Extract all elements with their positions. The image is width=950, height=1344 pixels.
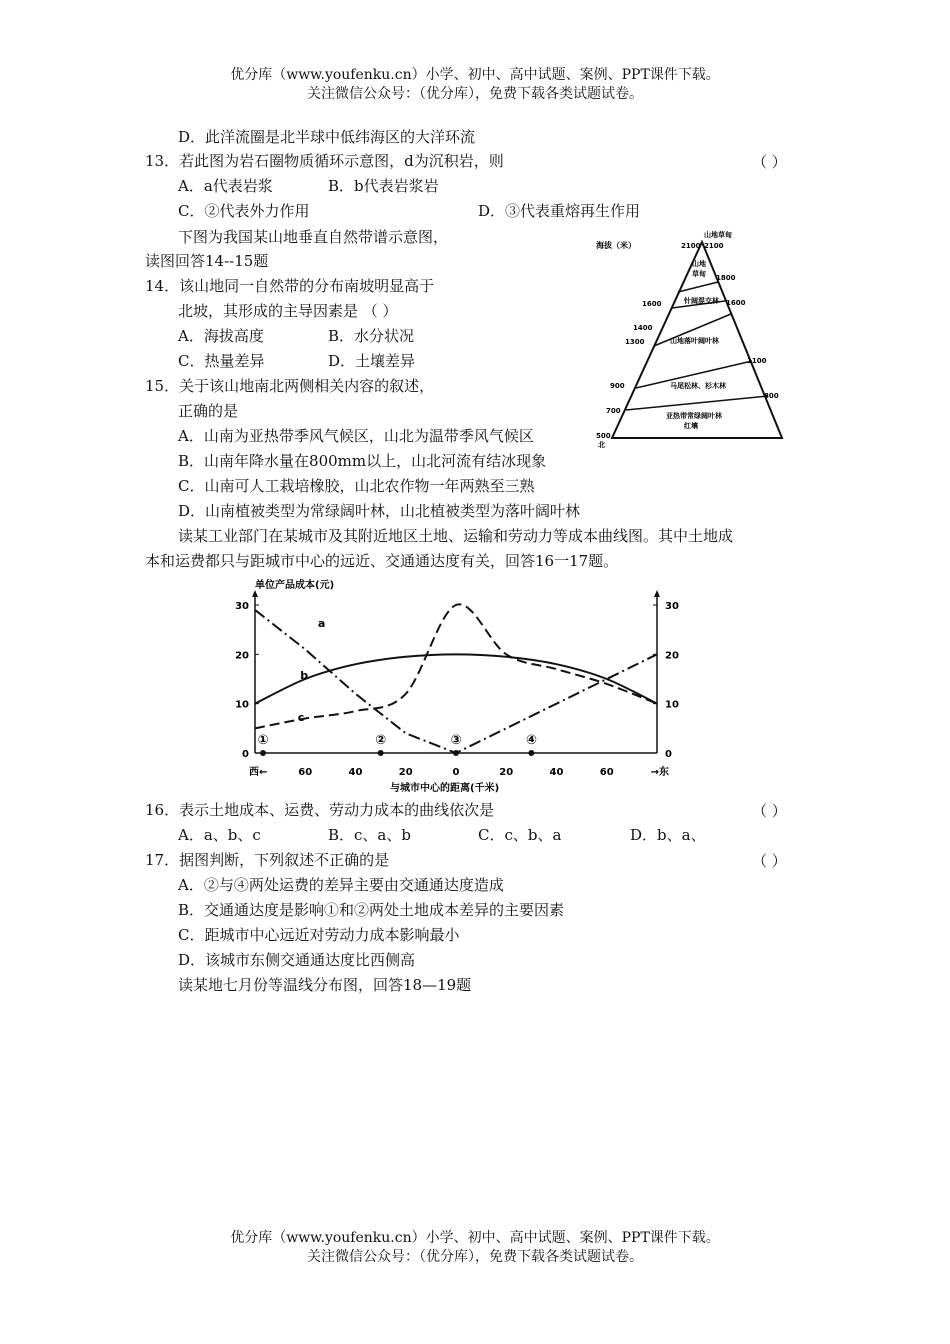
q13-stem: 13．若此图为岩石圈物质循环示意图，d为沉积岩，则: [145, 152, 504, 170]
q15-option-c: C．山南可人工栽培橡胶，山北农作物一年两熟至三熟: [178, 477, 535, 495]
intro14-line-2: 读图回答14--15题: [145, 252, 269, 270]
y-tick-label-right: 10: [665, 699, 679, 711]
y-tick-label-left: 10: [235, 699, 249, 711]
intro16-line-2: 本和运费都只与距城市中心的远近、交通通达度有关，回答16一17题。: [145, 552, 619, 570]
x-axis-title: 与城市中心的距离(千米): [390, 783, 500, 794]
q15-option-d: D．山南植被类型为常绿阔叶林，山北植被类型为落叶阔叶林: [178, 502, 581, 520]
y-axis-right-arrow: [654, 590, 660, 597]
summit-label: 山地草甸: [704, 231, 732, 239]
zone-label: 山地落叶阔叶林: [670, 337, 719, 345]
footer-line-1: 优分库（www.youfenku.cn）小学、初中、高中试题、案例、PPT课件下载。: [230, 1230, 720, 1246]
q14-stem-1: 14．该山地同一自然带的分布南坡明显高于: [145, 277, 435, 295]
q16-option-d: D．b、a、: [630, 826, 706, 844]
q17-option-d: D．该城市东侧交通通达度比西侧高: [178, 951, 416, 969]
q17-option-b: B．交通通达度是影响①和②两处土地成本差异的主要因素: [178, 901, 565, 919]
left-tick: 500: [596, 432, 611, 440]
x-tick-label: 20: [499, 767, 514, 778]
q16-option-b: B．c、a、b: [328, 826, 411, 844]
q14-option-b: B．水分状况: [328, 327, 415, 345]
right-tick: 1100: [747, 357, 767, 365]
location-point: [528, 750, 534, 756]
q16-answer-paren: （ ）: [752, 802, 787, 820]
q13-option-a: A．a代表岩浆: [178, 177, 273, 195]
zone-label: 马尾松林、杉木林: [670, 382, 726, 390]
q15-stem-1: 15．关于该山地南北两侧相关内容的叙述，: [145, 377, 435, 395]
y-axis-left-arrow: [252, 590, 258, 597]
location-point: [453, 750, 459, 756]
location-point: [260, 750, 266, 756]
y-tick-label-left: 30: [235, 601, 249, 612]
y-tick-label-left: 0: [242, 749, 249, 760]
q14-stem-2: 北坡，其形成的主导因素是 （ ）: [178, 302, 398, 320]
q12-option-d: D．此洋流圈是北半球中低纬海区的大洋环流: [178, 128, 476, 146]
q16-option-c: C．c、b、a: [478, 826, 562, 844]
q15-option-a: A．山南为亚热带季风气候区，山北为温带季风气候区: [178, 427, 534, 445]
footer-line-2: 关注微信公众号：（优分库），免费下载各类试题试卷。: [307, 1249, 643, 1265]
q17-option-c: C．距城市中心远近对劳动力成本影响最小: [178, 926, 460, 944]
right-tick: 1800: [716, 274, 736, 282]
series-c-line: [255, 604, 657, 728]
zone-label: 针阔混交林: [684, 297, 719, 305]
y-tick-label-right: 0: [665, 749, 672, 760]
location-point-label: ③: [450, 733, 462, 748]
left-tick: 1300: [625, 338, 645, 346]
right-tick: 800: [764, 392, 779, 400]
x-tick-label: 40: [348, 767, 363, 778]
q14-option-a: A．海拔高度: [178, 327, 264, 345]
q13-option-c: C．②代表外力作用: [178, 202, 310, 220]
location-point-label: ①: [257, 733, 269, 748]
location-point-label: ④: [525, 733, 537, 748]
location-point-label: ②: [375, 733, 387, 748]
q17-option-a: A．②与④两处运费的差异主要由交通通达度造成: [178, 876, 504, 894]
left-tick: 700: [606, 407, 621, 415]
cost-curve-chart: [225, 578, 705, 794]
zone-label: 亚热带常绿阔叶林: [666, 412, 722, 420]
header-line-1: 优分库（www.youfenku.cn）小学、初中、高中试题、案例、PPT课件下载。: [230, 67, 720, 83]
location-point: [378, 750, 384, 756]
left-tick: 900: [610, 382, 625, 390]
series-b-label: b: [300, 669, 309, 682]
x-tick-label: 0: [452, 767, 460, 778]
x-tick-label: 60: [599, 767, 614, 778]
left-tick: 2100: [681, 242, 701, 250]
x-tick-label: 40: [549, 767, 564, 778]
q17-stem: 17．据图判断，下列叙述不正确的是: [145, 851, 390, 869]
north-label: 北: [598, 441, 605, 448]
q14-option-d: D．土壤差异: [328, 352, 416, 370]
zone-label: 草甸: [692, 270, 706, 278]
intro14-line-1: 下图为我国某山地垂直自然带谱示意图，: [178, 228, 449, 246]
intro16-line-1: 读某工业部门在某城市及其附近地区土地、运输和劳动力等成本曲线图。其中土地成: [178, 527, 734, 545]
y-tick-label-right: 20: [665, 650, 679, 662]
q14-option-c: C．热量差异: [178, 352, 265, 370]
q15-stem-2: 正确的是: [178, 402, 239, 420]
zone-label: 红壤: [684, 422, 698, 430]
q16-option-a: A．a、b、c: [178, 826, 261, 844]
q13-answer-paren: （ ）: [752, 153, 787, 171]
right-tick: 1600: [726, 299, 746, 307]
series-a-label: a: [317, 617, 326, 631]
chart-title: 单位产品成本(元): [255, 580, 335, 591]
header-line-2: 关注微信公众号：（优分库），免费下载各类试题试卷。: [307, 86, 643, 102]
series-b-line: [255, 654, 657, 703]
x-tick-label: 20: [398, 767, 413, 778]
q13-option-d: D．③代表重熔再生作用: [478, 202, 641, 220]
left-tick: 1600: [642, 300, 662, 308]
intro18-line-1: 读某地七月份等温线分布图，回答18—19题: [178, 976, 472, 994]
q16-stem: 16．表示土地成本、运费、劳动力成本的曲线依次是: [145, 801, 495, 819]
mountain-zonation-diagram: [592, 226, 792, 448]
x-tick-label: →东: [650, 767, 669, 778]
right-tick: 2100: [704, 242, 724, 250]
zone-label: 山地: [692, 260, 706, 268]
axis-label: 海拔（米）: [596, 241, 636, 250]
q17-answer-paren: （ ）: [752, 852, 787, 870]
y-tick-label-right: 30: [665, 601, 679, 612]
q13-option-b: B．b代表岩浆岩: [328, 177, 439, 195]
series-c-label: c: [297, 710, 305, 724]
x-tick-label: 60: [298, 767, 313, 778]
q15-option-b: B．山南年降水量在800mm以上，山北河流有结冰现象: [178, 452, 547, 470]
left-tick: 1400: [633, 324, 653, 332]
x-tick-label: 西←: [249, 767, 268, 778]
y-tick-label-left: 20: [235, 650, 249, 662]
